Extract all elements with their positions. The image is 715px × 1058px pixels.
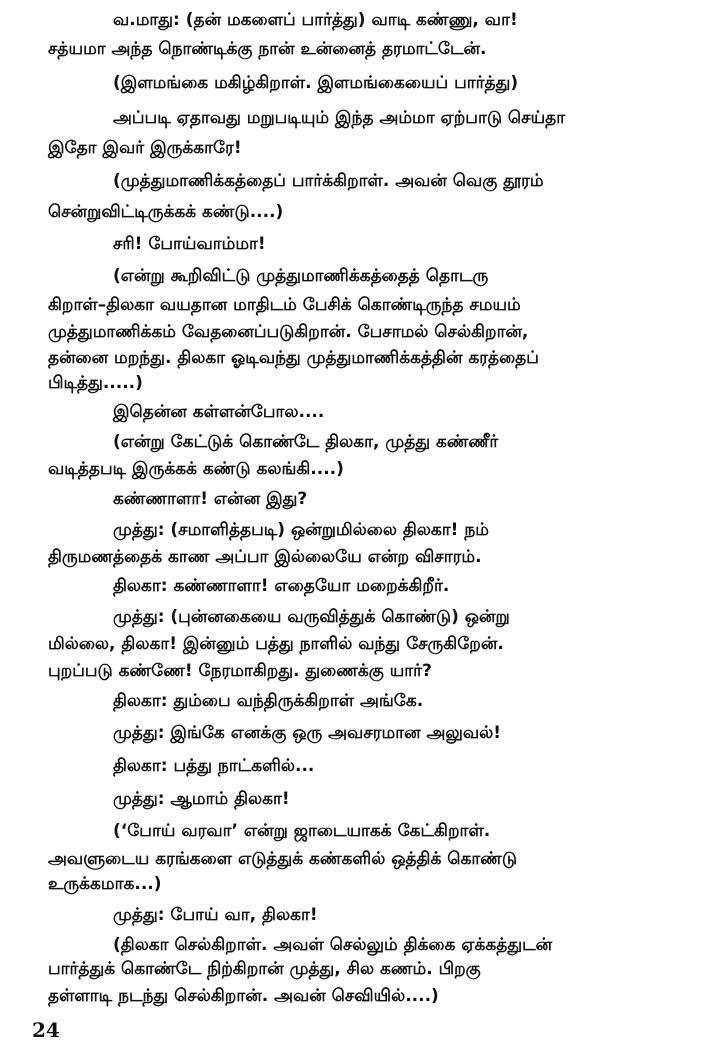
text-line: சரி! போய்வாம்மா! xyxy=(113,234,266,254)
text-line: மில்லை, திலகா! இன்னும் பத்து நாளில் வந்து சேருகிறேன். xyxy=(48,634,504,654)
text-line: கிறாள்–திலகா வயதான மாதிடம் பேசிக் கொண்டிருந்த சமயம் xyxy=(48,295,521,315)
text-line: இதென்ன கள்ளன்போல.... xyxy=(113,402,325,422)
text-line: தன்னை மறந்து. திலகா ஓடிவந்து முத்துமாணிக்கத்தின் கரத்தைப் xyxy=(48,348,539,368)
page-number: 24 xyxy=(32,1018,60,1042)
text-line: (என்று கேட்டுக் கொண்டே திலகா, முத்து கண்ணீர் xyxy=(113,432,499,452)
text-line: (திலகா செல்கிறாள். அவள் செல்லும் திக்கை ஏக்கத்துடன் xyxy=(113,935,553,955)
text-line: முத்து: போய் வா, திலகா! xyxy=(113,905,318,925)
text-line: (முத்துமாணிக்கத்தைப் பார்க்கிறாள். அவன் வெகு தூரம் xyxy=(113,171,544,191)
text-line: திலகா: பத்து நாட்களில்... xyxy=(113,756,315,776)
text-line: திலகா: தும்பை வந்திருக்கிறாள் அங்கே. xyxy=(113,691,424,711)
text-line: முத்து: (புன்னகையை வருவித்துக் கொண்டு) ஒன்று xyxy=(113,607,510,627)
text-line: (‘போய் வரவா’ என்று ஜாடையாகக் கேட்கிறாள். xyxy=(113,821,491,841)
text-line: வ.மாது: (தன் மகளைப் பார்த்து) வாடி கண்ணு, வா! xyxy=(113,10,518,30)
text-line: பார்த்துக் கொண்டே நிற்கிறான் முத்து, சில கணம். பிறகு xyxy=(48,959,481,979)
text-line: முத்து: (சமாளித்தபடி) ஒன்றுமில்லை திலகா! நம் xyxy=(113,520,489,540)
text-line: சென்றுவிட்டிருக்கக் கண்டு....) xyxy=(48,202,284,222)
text-line: (இளமங்கை மகிழ்கிறாள். இளமங்கையைப் பார்த்து) xyxy=(113,73,519,93)
text-line: முத்து: இங்கே எனக்கு ஒரு அவசரமான அலுவல்! xyxy=(113,723,502,743)
text-line: உருக்கமாக...) xyxy=(48,874,162,894)
text-line: புறப்படு கண்ணே! நேரமாகிறது. துணைக்கு யார்? xyxy=(48,661,432,681)
text-line: திலகா: கண்ணாளா! எதையோ மறைக்கிறீர். xyxy=(113,576,450,596)
text-line: சத்யமா அந்த நொண்டிக்கு நான் உன்னைத் தரமாட்டேன். xyxy=(48,39,487,59)
text-line: முத்துமாணிக்கம் வேதனைப்படுகிறான். பேசாமல் செல்கிறான், xyxy=(48,322,529,342)
text-line: திருமணத்தைக் காண அப்பா இல்லையே என்ற விசாரம். xyxy=(48,547,482,567)
text-line: (என்று கூறிவிட்டு முத்துமாணிக்கத்தைத் தொடரு xyxy=(113,266,489,286)
text-line: இதோ இவர் இருக்காரே! xyxy=(48,138,242,158)
text-line: முத்து: ஆமாம் திலகா! xyxy=(113,789,290,809)
text-line: கண்ணாளா! என்ன இது? xyxy=(113,489,308,509)
text-line: அவளுடைய கரங்களை எடுத்துக் கண்களில் ஒத்திக் கொண்டு xyxy=(48,849,518,869)
text-line: வடித்தபடி இருக்கக் கண்டு கலங்கி....) xyxy=(48,459,344,479)
text-line: அப்படி ஏதாவது மறுபடியும் இந்த அம்மா ஏற்பாடு செய்தா xyxy=(113,108,566,128)
text-line: பிடித்து.....) xyxy=(48,373,143,393)
text-line: தள்ளாடி நடந்து செல்கிறான். அவன் செவியில்....) xyxy=(48,986,439,1006)
